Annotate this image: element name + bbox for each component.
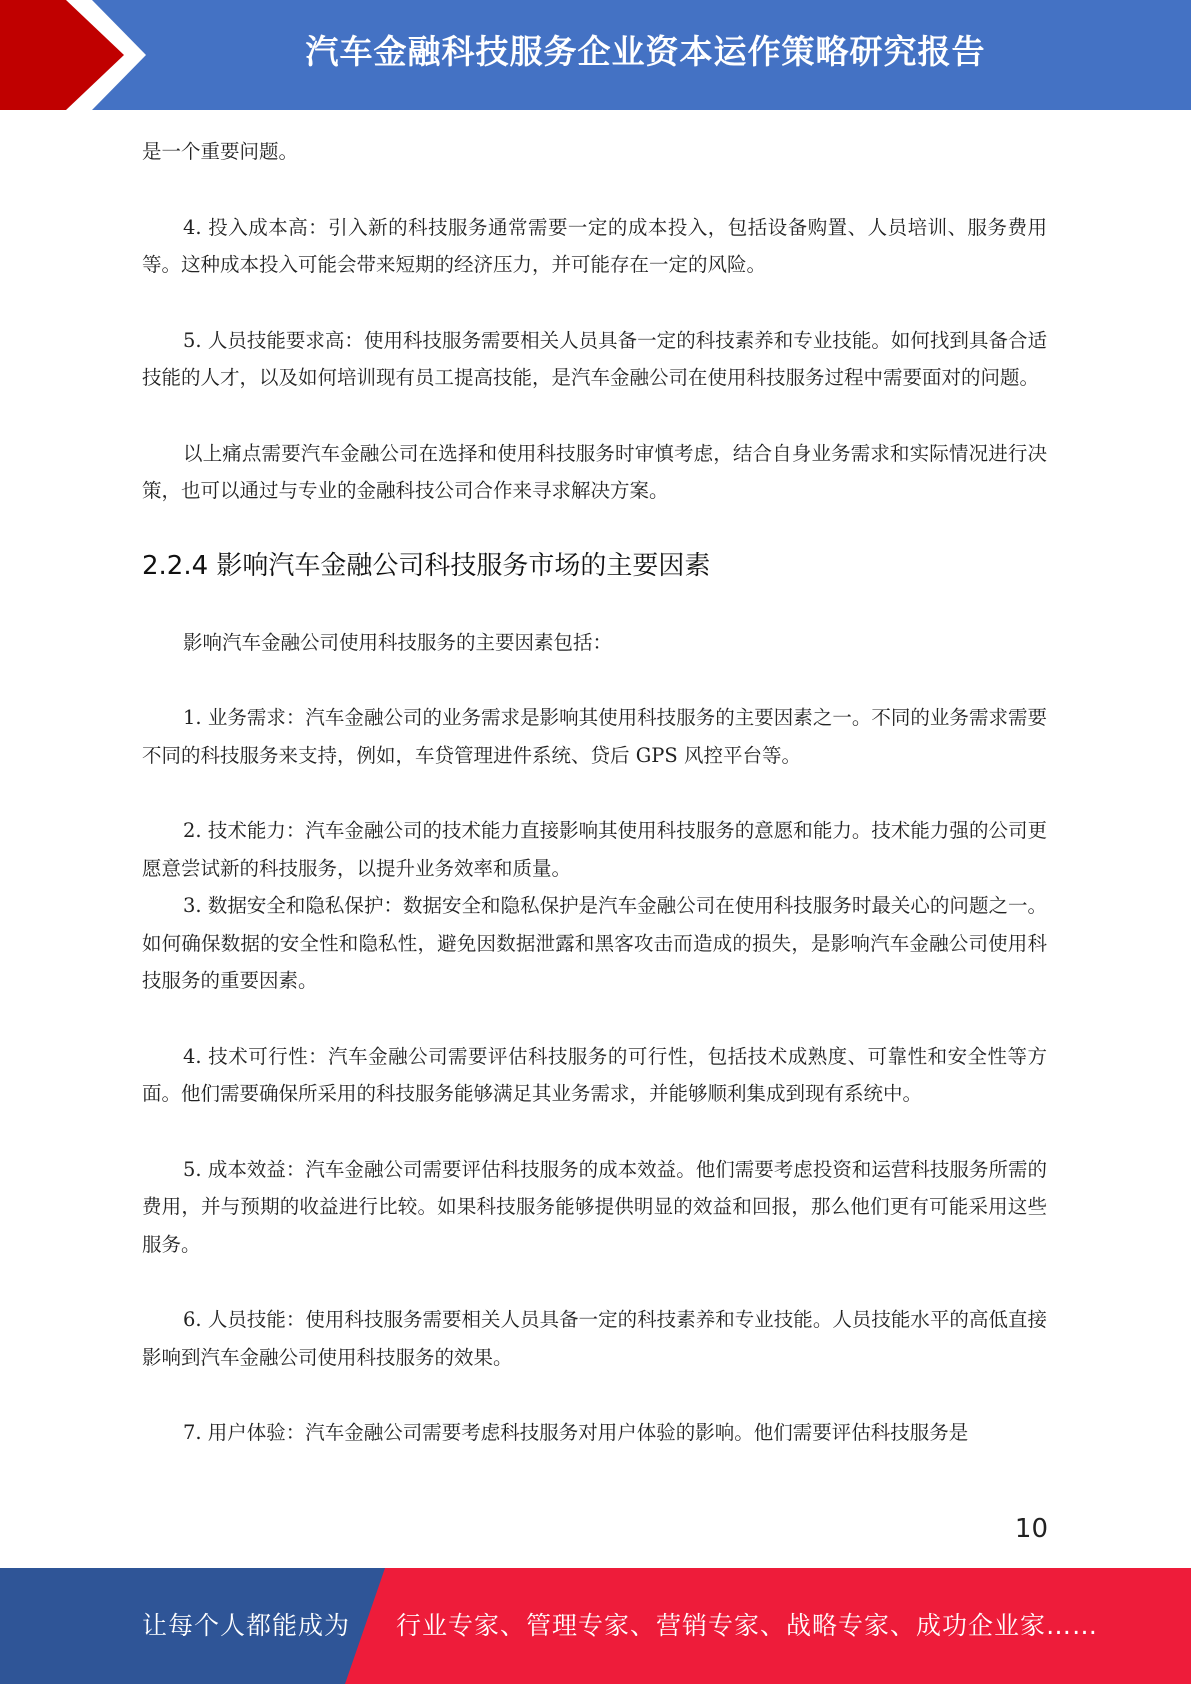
paragraph-factor-2: 2. 技术能力：汽车金融公司的技术能力直接影响其使用科技服务的意愿和能力。技术能力强的公司更愿意尝试新的科技服务，以提升业务效率和质量。 — [142, 819, 1047, 880]
paragraph-factor-1: 1. 业务需求：汽车金融公司的业务需求是影响其使用科技服务的主要因素之一。不同的业务需求需要不同的科技服务来支持，例如，车贷管理进件系统、贷后 GPS 风控平台等。 — [142, 706, 1047, 767]
paragraph-continuation: 是一个重要问题。 — [142, 140, 299, 163]
report-title: 汽车金融科技服务企业资本运作策略研究报告 — [305, 32, 986, 71]
page-footer — [0, 1568, 1191, 1684]
paragraph-summary: 以上痛点需要汽车金融公司在选择和使用科技服务时审慎考虑，结合自身业务需求和实际情况进行决策，也可以通过与专业的金融科技公司合作来寻求解决方案。 — [142, 441, 1047, 502]
document-body — [142, 133, 1047, 1452]
paragraph-factor-5: 5. 成本效益：汽车金融公司需要评估科技服务的成本效益。他们需要考虑投资和运营科技服务所需的费用，并与预期的收益进行比较。如果科技服务能够提供明显的效益和回报，那么他们更有可能采用这些服务。 — [142, 1157, 1047, 1256]
paragraph-pain-point-5: 5. 人员技能要求高：使用科技服务需要相关人员具备一定的科技素养和专业技能。如何找到具备合适技能的人才，以及如何培训现有员工提高技能，是汽车金融公司在使用科技服务过程中需要面对的问题。 — [142, 328, 1047, 389]
footer-slogan-right: 行业专家、管理专家、营销专家、战略专家、成功企业家…… — [396, 1611, 1099, 1640]
section-heading: 2.2.4 影响汽车金融公司科技服务市场的主要因素 — [142, 550, 711, 581]
paragraph-factor-7: 7. 用户体验：汽车金融公司需要考虑科技服务对用户体验的影响。他们需要评估科技服务是 — [183, 1421, 969, 1444]
page-header — [0, 0, 1191, 110]
paragraph-pain-point-4: 4. 投入成本高：引入新的科技服务通常需要一定的成本投入，包括设备购置、人员培训、服务费用等。这种成本投入可能会带来短期的经济压力，并可能存在一定的风险。 — [142, 215, 1047, 276]
header-chevron-icon — [0, 0, 160, 110]
footer-slogan-left: 让每个人都能成为 — [142, 1611, 351, 1640]
paragraph-factor-6: 6. 人员技能：使用科技服务需要相关人员具备一定的科技素养和专业技能。人员技能水平的高低直接影响到汽车金融公司使用科技服务的效果。 — [142, 1308, 1047, 1369]
page-number: 10 — [1014, 1514, 1048, 1544]
paragraph-intro: 影响汽车金融公司使用科技服务的主要因素包括： — [183, 630, 613, 654]
paragraph-factor-3: 3. 数据安全和隐私保护：数据安全和隐私保护是汽车金融公司在使用科技服务时最关心的问题之一。如何确保数据的安全性和隐私性，避免因数据泄露和黑客攻击而造成的损失，是影响汽车金融公司使用科技服务的重要因素。 — [142, 894, 1047, 992]
paragraph-factor-4: 4. 技术可行性：汽车金融公司需要评估科技服务的可行性，包括技术成熟度、可靠性和安全性等方面。他们需要确保所采用的科技服务能够满足其业务需求，并能够顺利集成到现有系统中。 — [142, 1044, 1047, 1105]
